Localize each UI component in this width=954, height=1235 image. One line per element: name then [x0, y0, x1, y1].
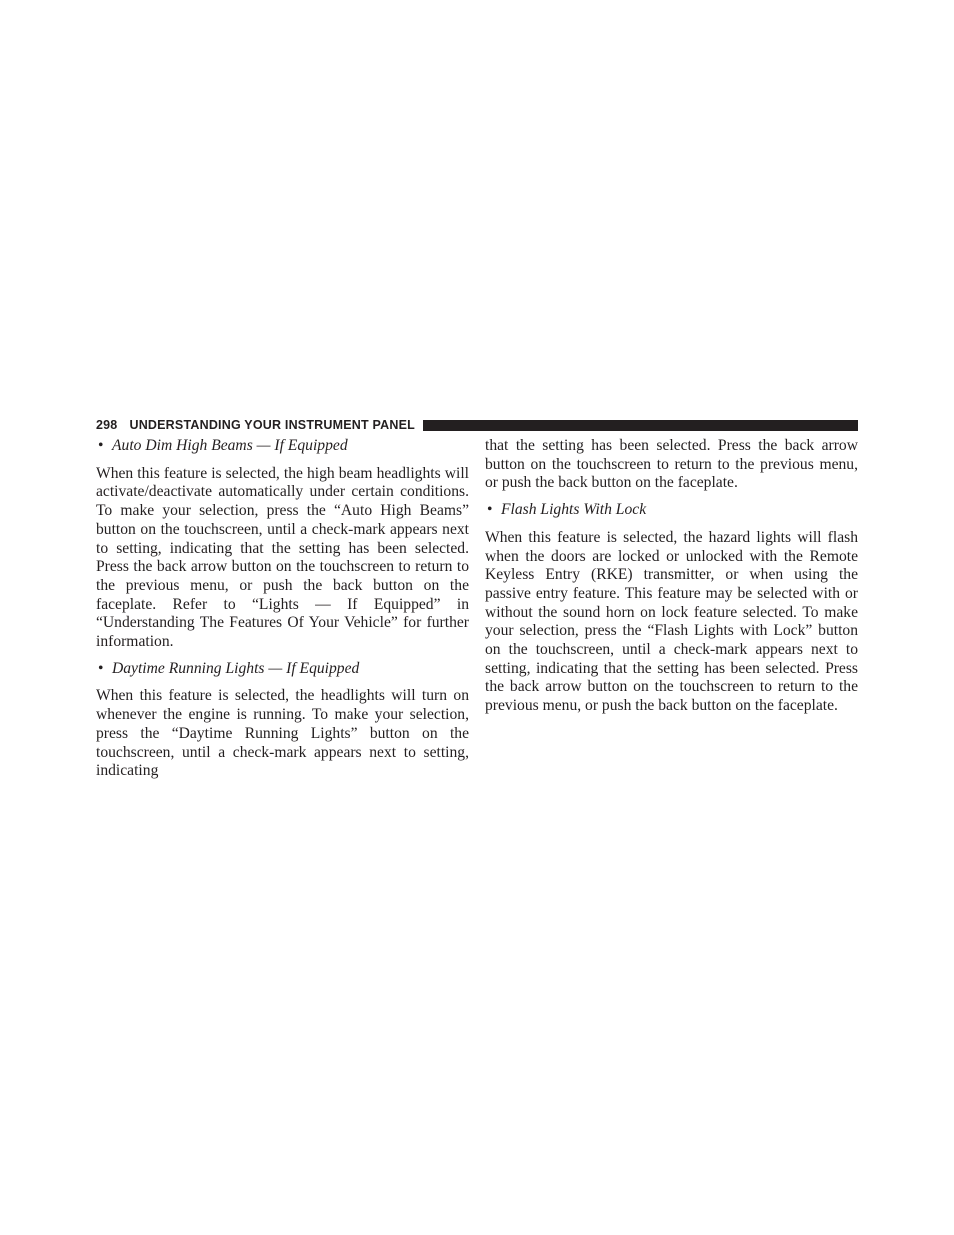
drl-paragraph: When this feature is selected, the headlights will turn on whenever the engine is running. To make your selection, press the “Daytime Running Lights” button on the touchscreen, until a check-mark appears next to setting, indicating: [96, 687, 469, 780]
header-rule-bar: [423, 420, 858, 431]
flash-lights-heading: Flash Lights With Lock: [501, 501, 647, 519]
auto-dim-paragraph: When this feature is selected, the high beam headlights will activate/deactivate automatically under certain conditions. To make your selection, press the “Auto High Beams” button on the touchscreen, until a check-mark appears next to setting, indicating that the setting has been selected. Press the back arrow button on the touchscreen to return to the previous menu, or push the back button on the faceplate. Refer to “Lights — If Equipped” in “Understanding The Features Of Your Vehicle” for further information.: [96, 464, 469, 651]
bullet-heading-auto-dim: [96, 437, 469, 456]
section-title: UNDERSTANDING YOUR INSTRUMENT PANEL: [129, 418, 415, 432]
right-column: [485, 437, 858, 724]
drl-continued-paragraph: that the setting has been selected. Press the back arrow button on the touchscreen to return to the previous menu, or push the back button on the faceplate.: [485, 437, 858, 492]
left-column: [96, 437, 469, 789]
bullet-icon: •: [98, 437, 104, 454]
drl-heading: Daytime Running Lights — If Equipped: [112, 659, 360, 677]
page-number: 298: [96, 418, 118, 432]
bullet-heading-drl: [96, 660, 469, 679]
bullet-icon: •: [98, 659, 104, 677]
page-header: [96, 416, 858, 434]
bullet-heading-flash-lights: [485, 501, 858, 520]
flash-lights-paragraph: When this feature is selected, the hazard lights will flash when the doors are locked or unlocked with the Remote Keyless Entry (RKE) transmitter, or when using the passive entry feature. This feature may be selected with or without the sound horn on lock feature selected. To make your selection, press the “Flash Lights with Lock” button on the touchscreen, until a check-mark appears next to setting, indicating that the setting has been selected. Press the back arrow button on the touchscreen to return to the previous menu, or push the back button on the faceplate.: [485, 528, 858, 715]
bullet-icon: •: [487, 501, 493, 519]
auto-dim-heading: Auto Dim High Beams — If Equipped: [112, 437, 348, 454]
